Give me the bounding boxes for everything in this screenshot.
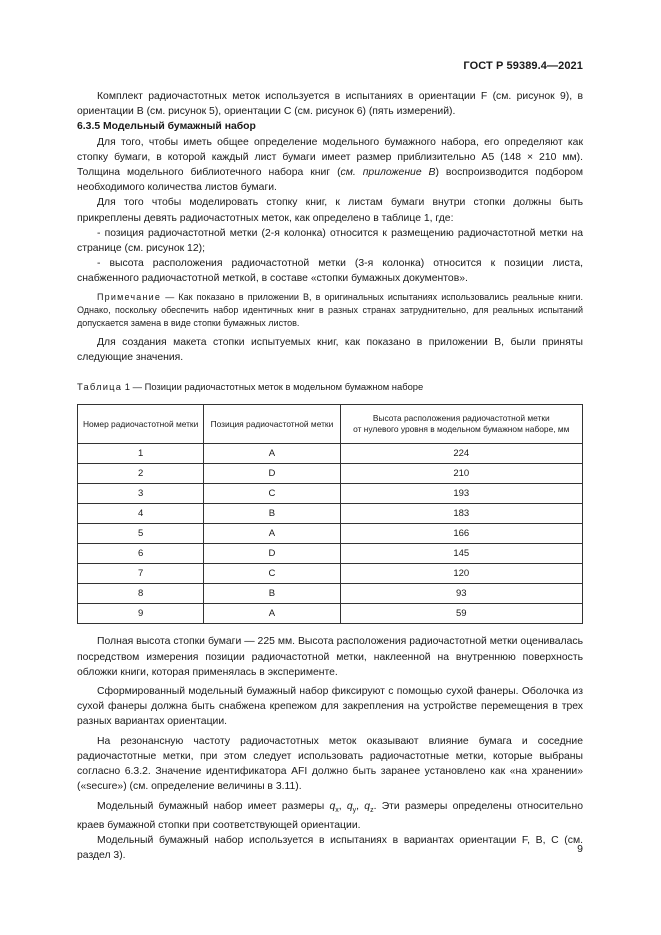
cell-height: 224 (340, 444, 582, 464)
col-header-tag-height: Высота расположения радиочастотной метки от нулевого уровня в модельном бумажном наборе, мм (340, 405, 582, 444)
table-row (78, 444, 583, 464)
list-item-height: - высота расположения радиочастотной метки (3-я колонка) относится к позиции листа, снабженного радиочастотной меткой, в составе «стопки бумажных документов». (77, 258, 583, 285)
cell-height: 145 (340, 544, 582, 564)
cell-position: D (204, 544, 340, 564)
cell-position: A (204, 524, 340, 544)
cell-height: 59 (340, 604, 582, 624)
cell-position: A (204, 444, 340, 464)
table-row (78, 604, 583, 624)
note-paragraph: Примечание — Как показано в приложении B, в оригинальных испытаниях использовались реальные книги. Однако, поскольку обеспечить набор идентичных книг в разных странах затруднительно, для реальных испытаний допускается замена в виде стопки бумажных листов. (77, 291, 583, 329)
col-header-tag-position: Позиция радиочастотной метки (204, 405, 340, 444)
paragraph-usage: Модельный бумажный набор используется в испытаниях в вариантах ориентации F, B, C (см. раздел 3). (77, 834, 583, 862)
paragraph-resonance: На резонансную частоту радиочастотных меток оказывают влияние бумага и соседние радиочастотные метки, при этом следует использовать радиочастотные метки, которые выбраны согласно 6.3.2. Значение идентификатора AFI должно быть заранее установлено как «на хранении» («secure») (см. определение величины в 3.11). (77, 735, 583, 793)
cell-position: D (204, 464, 340, 484)
cell-number: 8 (78, 584, 204, 604)
cell-number: 2 (78, 464, 204, 484)
cell-position: B (204, 584, 340, 604)
cell-number: 9 (78, 604, 204, 624)
section-heading: 6.3.5 Модельный бумажный набор (77, 121, 256, 133)
cell-height: 210 (340, 464, 582, 484)
table-row (78, 524, 583, 544)
cell-height: 93 (340, 584, 582, 604)
paragraph-total-height: Полная высота стопки бумаги — 225 мм. Высота расположения радиочастотной метки оценивалась посредством измерения позиции радиочастотной метки, наклеенной на внутреннюю поверхность обложки книги, которая применялась в эксперименте. (77, 636, 583, 678)
table-row (78, 584, 583, 604)
table-row (78, 544, 583, 564)
table-row (78, 484, 583, 504)
paragraph-dimensions: Модельный бумажный набор имеет размеры $q_x$, $q_y$, $q_z$. Эти размеры определены относительно краев бумажной стопки при соответствующей ориентации. (77, 800, 583, 831)
col-header-tag-number: Номер радиочастотной метки (78, 405, 204, 444)
document-header-code: ГОСТ Р 59389.4—2021 (463, 60, 583, 72)
table-row (78, 464, 583, 484)
cell-number: 3 (78, 484, 204, 504)
cell-number: 5 (78, 524, 204, 544)
table-caption: Таблица 1 — Позиции радиочастотных меток в модельном бумажном наборе (77, 381, 424, 393)
cell-number: 1 (78, 444, 204, 464)
paragraph-modeling: Для того чтобы моделировать стопку книг, к листам бумаги внутри стопки должны быть прикреплены девять радиочастотных меток, как определено в таблице 1, где: (77, 197, 583, 224)
table-row (78, 564, 583, 584)
cell-position: C (204, 564, 340, 584)
table-header-row (78, 405, 583, 444)
cell-position: A (204, 604, 340, 624)
list-item-position: - позиция радиочастотной метки (2-я колонка) относится к размещению радиочастотной метки на странице (см. рисунок 12); (77, 227, 583, 255)
paragraph-plywood: Сформированный модельный бумажный набор фиксируют с помощью сухой фанеры. Оболочка из сухой фанеры должна быть снабжена крепежом для закрепления на устройстве перемещения в трех разных вариантах ориентации. (77, 686, 583, 728)
intro-paragraph: Комплект радиочастотных меток используется в испытаниях в ориентации F (см. рисунок 9), в ориентации B (см. рисунок 5), ориентации C (см. рисунок 6) (пять измерений). (77, 91, 583, 118)
table-row (78, 504, 583, 524)
page-body (77, 89, 583, 863)
cell-height: 166 (340, 524, 582, 544)
cell-number: 4 (78, 504, 204, 524)
paragraph-values: Для создания макета стопки испытуемых книг, как показано в приложении B, были приняты следующие значения. (77, 336, 583, 364)
paragraph-definition: Для того, чтобы иметь общее определение модельного бумажного набора, его определяют как стопку бумаги, в которой каждый лист бумаги имеет размер приблизительно A5 (148 × 210 мм). Толщина модельного библиотечного набора книг (см. приложение B) воспроизводится подбором необходимого количества листов бумаги. (77, 136, 583, 194)
cell-number: 6 (78, 544, 204, 564)
cell-position: B (204, 504, 340, 524)
rfid-positions-table (77, 404, 583, 624)
page-number: 9 (577, 843, 583, 855)
cell-number: 7 (78, 564, 204, 584)
cell-height: 120 (340, 564, 582, 584)
cell-height: 183 (340, 504, 582, 524)
cell-position: C (204, 484, 340, 504)
cell-height: 193 (340, 484, 582, 504)
